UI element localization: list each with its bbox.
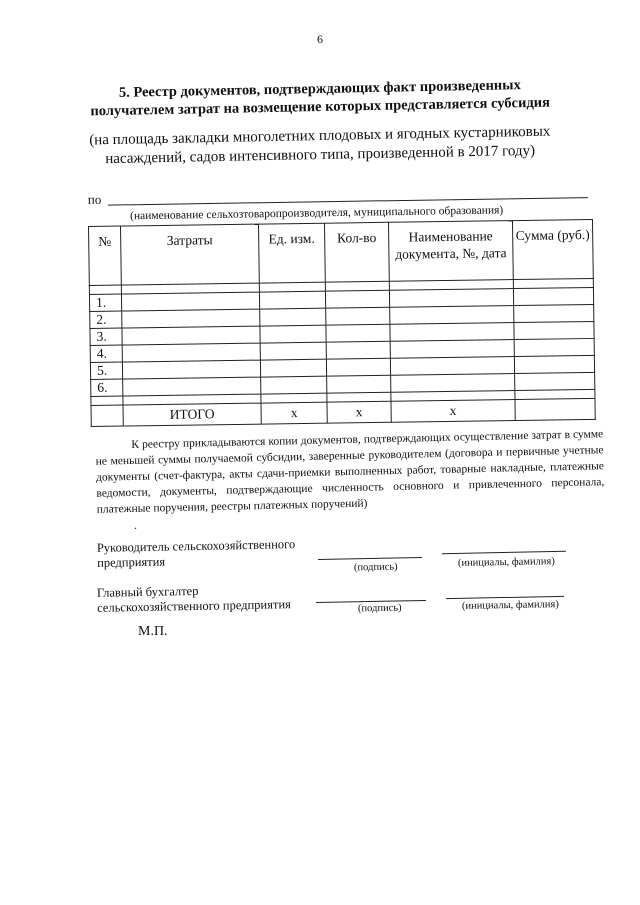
registry-table-wrap — [88, 219, 595, 427]
document-subtitle — [60, 122, 581, 170]
footnote-text: К реестру прикладываются копии документов, подтверждающих осуществление затрат в сумме не меньшей суммы получаемой субсидии, заверенные руководителем (договора и первичные учетные документы (счет-фактура, акты сдачи-приемки выполненных работ, товарные накладные, платежные ведомости, документы, подтверждающие численность основного и привлеченного персонала, платежные поручения, реестры платежных поручений) — [95, 428, 605, 516]
row-number: 6. — [91, 379, 123, 396]
recipient-blank-line — [108, 197, 588, 206]
total-label: ИТОГО — [123, 403, 261, 426]
recipient-prefix: по — [87, 191, 102, 207]
table-header-row — [89, 219, 594, 285]
total-unit: х — [261, 402, 327, 424]
title-line-1: 5. Реестр документов, подтверждающих факт произведенных — [118, 77, 521, 101]
header-sum: Сумма (руб.) — [512, 219, 593, 279]
footnote — [95, 426, 605, 518]
document-title — [60, 75, 581, 121]
header-number: № — [89, 226, 122, 285]
row-number: 4. — [90, 345, 122, 362]
signature-hint: (подпись) — [353, 561, 398, 574]
subtitle-line-2: насаждений, садов интенсивного типа, произведенной в 2017 году) — [105, 142, 536, 168]
row-number: 5. — [90, 362, 122, 379]
row-number: 3. — [90, 328, 122, 345]
header-quantity: Кол-во — [324, 222, 389, 282]
recipient-hint: (наименование сельхозтоваропроизводителя, муниципального образования) — [130, 204, 504, 223]
signature-line — [318, 557, 422, 560]
stamp-place: М.П. — [138, 624, 168, 639]
row-number: 2. — [90, 311, 122, 328]
row-number: 1. — [89, 294, 121, 311]
role-line-1: Руководитель сельскохозяйственного — [96, 537, 296, 555]
total-doc: х — [391, 400, 515, 423]
title-line-2: получателем затрат на возмещение которых представляется субсидия — [90, 94, 551, 120]
signature-hint: (подпись) — [357, 602, 402, 615]
total-qty: х — [327, 401, 391, 423]
signature-role-director — [97, 537, 296, 571]
header-costs: Затраты — [121, 224, 260, 285]
total-sum — [515, 398, 595, 420]
role-line-1: Главный бухгалтер — [96, 583, 199, 600]
signature-role-accountant — [97, 582, 291, 616]
name-hint: (инициалы, фамилия) — [461, 599, 559, 612]
name-hint: (инициалы, фамилия) — [457, 556, 555, 569]
page-number: 6 — [317, 32, 323, 46]
header-document: Наименование документа, №, дата — [388, 221, 513, 282]
registry-table — [88, 219, 596, 427]
header-unit: Ед. изм. — [258, 223, 325, 283]
stray-mark: . — [134, 518, 137, 532]
name-line — [442, 551, 566, 554]
role-line-2: предприятия — [97, 554, 166, 570]
subtitle-line-1: (на площадь закладки многолетних плодовых и ягодных кустарниковых — [89, 123, 551, 149]
role-line-2: сельскохозяйственного предприятия — [97, 597, 291, 615]
